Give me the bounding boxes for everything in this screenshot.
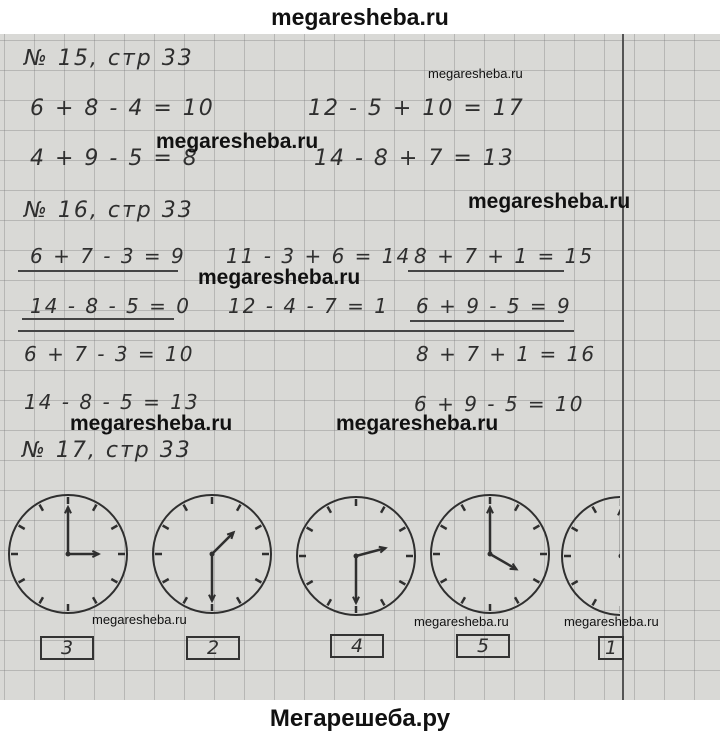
clock-center [619, 554, 621, 559]
analog-clock [153, 495, 271, 613]
clock-tick [328, 599, 332, 605]
ex15-line-3: 4 + 9 - 5 = 8 [30, 146, 199, 171]
watermark: megaresheba.ru [198, 266, 361, 289]
watermark: megaresheba.ru [156, 130, 319, 153]
clock-center [354, 554, 359, 559]
ex16-line-7: 6 + 7 - 3 = 10 [24, 342, 195, 366]
watermark: megaresheba.ru [468, 190, 631, 213]
clock-tick [307, 581, 313, 585]
hour-hand [490, 554, 517, 569]
clock-tick [593, 507, 597, 513]
ex16-underline-3 [408, 270, 564, 272]
clock-tick [441, 526, 447, 530]
ex16-line-3: 8 + 7 + 1 = 15 [414, 244, 595, 268]
clock-tick [381, 599, 385, 605]
analog-clock [431, 495, 549, 613]
clock-center [210, 552, 215, 557]
watermark: megaresheba.ru [428, 66, 523, 81]
ex15-line-4: 14 - 8 + 7 = 13 [314, 146, 515, 171]
clock-tick [93, 505, 97, 511]
watermark: megaresheba.ru [336, 412, 499, 435]
watermark: megaresheba.ru [92, 612, 187, 627]
watermark: megaresheba.ru [564, 614, 659, 629]
clock-tick [462, 597, 466, 603]
analog-clock [562, 497, 620, 615]
ex15-title: № 15, стр 33 [24, 46, 194, 71]
clock-tick [184, 597, 188, 603]
clock-tick [593, 599, 597, 605]
clock-tick [399, 528, 405, 532]
clock-tick [515, 505, 519, 511]
clock-tick [328, 507, 332, 513]
ex16-line-8: 8 + 7 + 1 = 16 [416, 342, 597, 366]
clock-tick [441, 579, 447, 583]
ex16-line-4: 14 - 8 - 5 = 0 [30, 294, 191, 318]
clock-tick [19, 526, 25, 530]
ex16-separator [18, 330, 574, 332]
clock-tick [163, 579, 169, 583]
answer-box-5: 1 [598, 636, 624, 660]
clock-tick [237, 505, 241, 511]
clock-tick [572, 528, 578, 532]
clock-tick [111, 526, 117, 530]
clock-tick [255, 579, 261, 583]
clock-tick [40, 597, 44, 603]
top-site-banner: megaresheba.ru [0, 0, 720, 34]
clock-tick [19, 579, 25, 583]
clock-center [66, 552, 71, 557]
hour-hand [212, 532, 234, 554]
ex16-line-1: 6 + 7 - 3 = 9 [30, 244, 186, 268]
clock-tick [184, 505, 188, 511]
clock-tick [255, 526, 261, 530]
clock-tick [533, 579, 539, 583]
ex16-underline-1 [18, 270, 178, 272]
clock-tick [307, 528, 313, 532]
bottom-site-banner: Мегарешеба.ру [0, 700, 720, 737]
ex15-line-1: 6 + 8 - 4 = 10 [30, 96, 215, 121]
answer-box-2: 2 [186, 636, 240, 660]
clock-tick [111, 579, 117, 583]
ex16-underline-6 [410, 320, 564, 322]
clock-tick [237, 597, 241, 603]
ex15-line-2: 12 - 5 + 10 = 17 [308, 96, 525, 121]
margin-line [622, 34, 624, 700]
clock-tick [462, 505, 466, 511]
ex16-line-2: 11 - 3 + 6 = 14 [226, 244, 412, 268]
hand-arrowhead [618, 509, 620, 515]
clock-tick [40, 505, 44, 511]
clock-tick [163, 526, 169, 530]
analog-clock [297, 497, 415, 615]
clock-center [488, 552, 493, 557]
clock-tick [533, 526, 539, 530]
clock-tick [515, 597, 519, 603]
ex16-title: № 16, стр 33 [24, 198, 194, 223]
watermark: megaresheba.ru [70, 412, 233, 435]
answer-box-3: 4 [330, 634, 384, 658]
clock-tick [572, 581, 578, 585]
answer-box-1: 3 [40, 636, 94, 660]
watermark: megaresheba.ru [414, 614, 509, 629]
ex16-line-9: 14 - 8 - 5 = 13 [24, 390, 200, 414]
ex17-title: № 17, стр 33 [22, 438, 192, 463]
ex16-line-6: 6 + 9 - 5 = 9 [416, 294, 572, 318]
clock-tick [399, 581, 405, 585]
ex16-line-10: 6 + 9 - 5 = 10 [414, 392, 585, 416]
clock-tick [381, 507, 385, 513]
ex16-underline-4 [22, 318, 174, 320]
notebook-page [0, 34, 720, 700]
clock-tick [93, 597, 97, 603]
analog-clock [9, 495, 127, 613]
answer-box-4: 5 [456, 634, 510, 658]
ex16-line-5: 12 - 4 - 7 = 1 [228, 294, 389, 318]
